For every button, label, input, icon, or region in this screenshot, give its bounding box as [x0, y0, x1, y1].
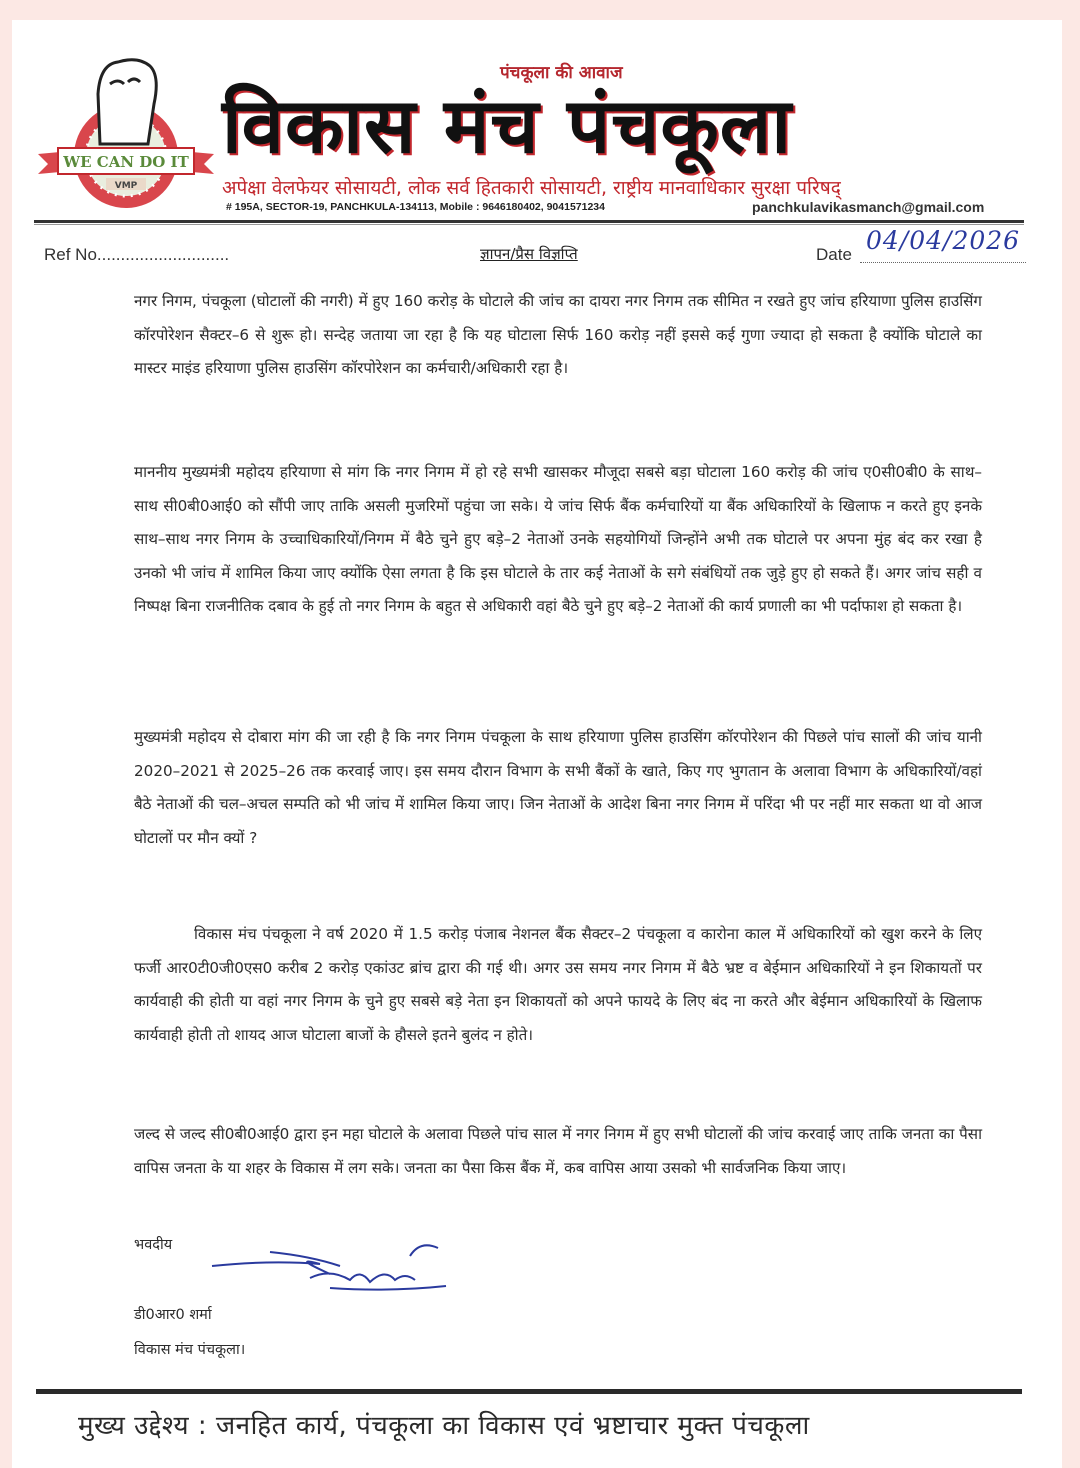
- logo-text: WE CAN DO IT: [63, 153, 189, 171]
- signatory-name: डी0आर0 शर्मा: [134, 1307, 212, 1323]
- organization-title: विकास मंच पंचकूला: [222, 81, 793, 170]
- header-divider: [34, 220, 1024, 223]
- body-paragraph: नगर निगम, पंचकूला (घोटालों की नगरी) में हुए 160 करोड़ के घोटाले की जांच का दायरा नगर निगम तक सीमित न रखते हुए जांच हरियाणा पुलिस हाउसिंग कॉरपोरेशन सैक्टर–6 से शुरू हो। सन्देह जताया जा रहा है कि यह घोटाला सिर्फ 160 करोड़ नहीं इससे कई गुणा ज्यादा हो सकता है क्योंकि घोटाले का मास्टर माइंड हरियाणा पुलिस हाउसिंग कॉरपोरेशन का कर्मचारी/अधिकारी रहा है।: [134, 292, 982, 377]
- footer-divider: [36, 1389, 1022, 1394]
- handwritten-signature: [210, 1238, 450, 1318]
- footer-motto: मुख्य उद्देश्य : जनहित कार्य, पंचकूला का विकास एवं भ्रष्टाचार मुक्त पंचकूला: [78, 1411, 810, 1441]
- salutation: भवदीय: [134, 1237, 173, 1253]
- logo-subtext: VMP: [114, 181, 138, 191]
- date-underline: [860, 262, 1026, 263]
- date-handwritten: 04/04/2026: [866, 226, 1021, 255]
- body-paragraph: जल्द से जल्द सी0बी0आई0 द्वारा इन महा घोटाले के अलावा पिछले पांच साल में नगर निगम में हुए सभी घोटालों की जांच करवाई जाए ताकि जनता का पैसा वापिस जनता के या शहर के विकास में लग सके। जनता का पैसा किस बैंक में, कब वापिस आया उसको भी सार्वजनिक किया जाए।: [134, 1125, 982, 1177]
- letter-subject: ज्ञापन/प्रैस विज्ञप्ति: [480, 245, 578, 263]
- fist-icon: [98, 60, 156, 144]
- body-paragraph: मुख्यमंत्री महोदय से दोबारा मांग की जा रही है कि नगर निगम पंचकूला के साथ हरियाणा पुलिस हाउसिंग कॉरपोरेशन की पिछले पांच सालों की जांच यानी 2020–2021 से 2025–26 तक करवाई जाए। इस समय दौरान विभाग के सभी बैंकों के खाते, किए गए भुगतान के अलावा विभाग के अधिकारियों/वहां बैठे नेताओं की चल–अचल सम्पति को भी जांच में शामिल किया जाए। जिन नेताओं के आदेश बिना नगर निगम में परिंदा भी पर नहीं मार सकता था वो आज घोटालों पर मौन क्यों ?: [134, 728, 982, 847]
- header-divider-thin: [34, 224, 1024, 225]
- reference-number: Ref No............................: [44, 245, 230, 264]
- body-paragraph: माननीय मुख्यमंत्री महोदय हरियाणा से मांग कि नगर निगम में हो रहे सभी खासकर मौजूदा सबसे बड़ा घोटाला 160 करोड़ की जांच ए0सी0बी0 के साथ–साथ सी0बी0आई0 को सौंपी जाए ताकि असली मुजरिमों पहुंचा जा सके। ये जांच सिर्फ बैंक कर्मचारियों या बैंक अधिकारियों के खिलाफ न करते हुए इनके साथ–साथ नगर निगम के उच्चाधिकारियों/निगम में बैठे चुने हुए बड़े–2 नेताओं उनके सहयोगियों जिन्होंने अभी तक घोटाले पर अपना मुंह बंद कर रखा है उनको भी जांच में शामिल किया जाए क्योंकि ऐसा लगता है कि इस घोटाले के तार कई नेताओं के सगे संबंधियों तक जुड़े हुए हो सकते हैं। अगर जांच सही व निष्पक्ष बिना राजनीतिक दबाव के हुई तो नगर निगम के बहुत से अधिकारी वहां बैठे चुने हुए बड़े–2 नेताओं की कार्य प्रणाली का भी पर्दाफाश हो सकता है।: [134, 463, 982, 615]
- address-and-mobile: # 195A, SECTOR-19, PANCHKULA-134113, Mobile : 9646180402, 9041571234: [226, 201, 605, 213]
- body-paragraph: विकास मंच पंचकूला ने वर्ष 2020 में 1.5 करोड़ पंजाब नेशनल बैंक सैक्टर–2 पंचकूला व कारोना काल में अधिकारियों को खुश करने के लिए फर्जी आर0टी0जी0एस0 करीब 2 करोड़ एकांउट ब्रांच द्वारा की गई थी। अगर उस समय नगर निगम में बैठे भ्रष्ट व बेईमान अधिकारियों ने इन शिकायतों पर कार्यवाही की होती या वहां नगर निगम के चुने हुए सबसे बड़े नेता इन शिकायतों को अपने फायदे के लिए बंद ना करते और बेईमान अधिकारियों के खिलाफ कार्यवाही होती तो शायद आज घोटाला बाजों के हौसले इतने बुलंद न होते।: [134, 925, 982, 1044]
- signatory-organization: विकास मंच पंचकूला।: [134, 1342, 246, 1358]
- email-address[interactable]: panchkulavikasmanch@gmail.com: [752, 199, 985, 215]
- date-label: Date: [816, 245, 852, 264]
- we-can-do-it-logo: [38, 44, 214, 214]
- affiliate-societies: अपेक्षा वेलफेयर सोसायटी, लोक सर्व हितकारी सोसायटी, राष्ट्रीय मानवाधिकार सुरक्षा परिषद्: [222, 177, 841, 199]
- tagline: पंचकूला की आवाज: [500, 63, 623, 83]
